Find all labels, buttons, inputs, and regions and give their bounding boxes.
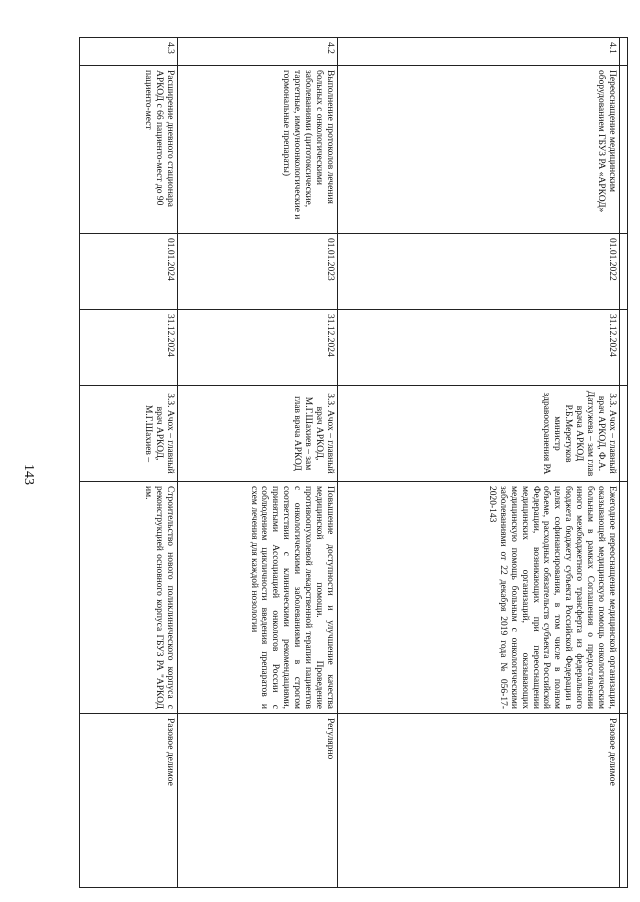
responsible-cell: З.З. Ачох – главный врач АРКОД, М.Г.Шахиев –: [80, 386, 178, 482]
table-top-edge: [620, 38, 628, 888]
start-date-cell: 01.01.2023: [178, 234, 338, 310]
row-number: 4.1: [338, 38, 620, 66]
start-date-cell: 01.01.2024: [80, 234, 178, 310]
periodicity-cell: Разовое делимое: [338, 714, 620, 888]
end-date-cell: 31.12.2024: [338, 310, 620, 386]
row-number: 4.2: [178, 38, 338, 66]
action-plan-table: [79, 37, 628, 888]
table-row: [178, 38, 338, 888]
row-number: 4.3: [80, 38, 178, 66]
start-date-cell: 01.01.2022: [338, 234, 620, 310]
table-row: [338, 38, 620, 888]
periodicity-cell: Регулярно: [178, 714, 338, 888]
responsible-cell: З.З. Ачох – главный врач АРКОД, М.Г.Шахиев – зам глав врача АРКОД: [178, 386, 338, 482]
table-row: [80, 38, 178, 888]
page-number: 143: [21, 464, 36, 485]
description-cell: Повышение доступности и улучшение качества медицинской помощи. Проведение противоопухолевой лекарственной терапии пациентов с онкологическими заболеваниями в строгом соответствии с клиническими рекомендациями, принятыми Ассоциацией онкологов России с соблюдением цикличности введения препаратов и схем лечения для каждой нозологии: [178, 482, 338, 714]
end-date-cell: 31.12.2024: [80, 310, 178, 386]
description-cell: Ежегодное переоснащение медицинской организации, оказывающей медицинскую помощь онкологическим больным в рамках Соглашения о предоставлении иного межбюджетного трансферта из федерального бюджета бюджету субъекта Российской Федерации в целях софинансирования, в том числе в полном объеме, расходных обязательств субъекта Российской Федерации, возникающих при переоснащении медицинских организаций, оказывающих медицинскую помощь больным с онкологическими заболеваниями от 22 декабря 2019 года № 056-17-2020-143: [338, 482, 620, 714]
rotated-table-container: [80, 37, 628, 887]
end-date-cell: 31.12.2024: [178, 310, 338, 386]
action-cell: Переоснащение медицинским оборудованием ГБУЗ РА «АРКОД»: [338, 66, 620, 234]
responsible-cell: З.З. Ачох – главный врач АРКОД, Ф.А. Датхужева – зам глав врача АРКОД Р.Б.Меретуков министр здравоохранения РА: [338, 386, 620, 482]
action-cell: Расширение дневного стационара АРКОД с 66 пациенто-мест до 90 пациенто-мест: [80, 66, 178, 234]
action-cell: Выполнение протоколов лечения больных с онкологическими заболеваниями (цитотоксические, таргетные, иммуноонкологические и гормональные препараты): [178, 66, 338, 234]
description-cell: Строительство нового поликлинического корпуса с реконструкцией основного корпуса ГБУЗ РА "АРКОД им.: [80, 482, 178, 714]
periodicity-cell: Разовое делимое: [80, 714, 178, 888]
